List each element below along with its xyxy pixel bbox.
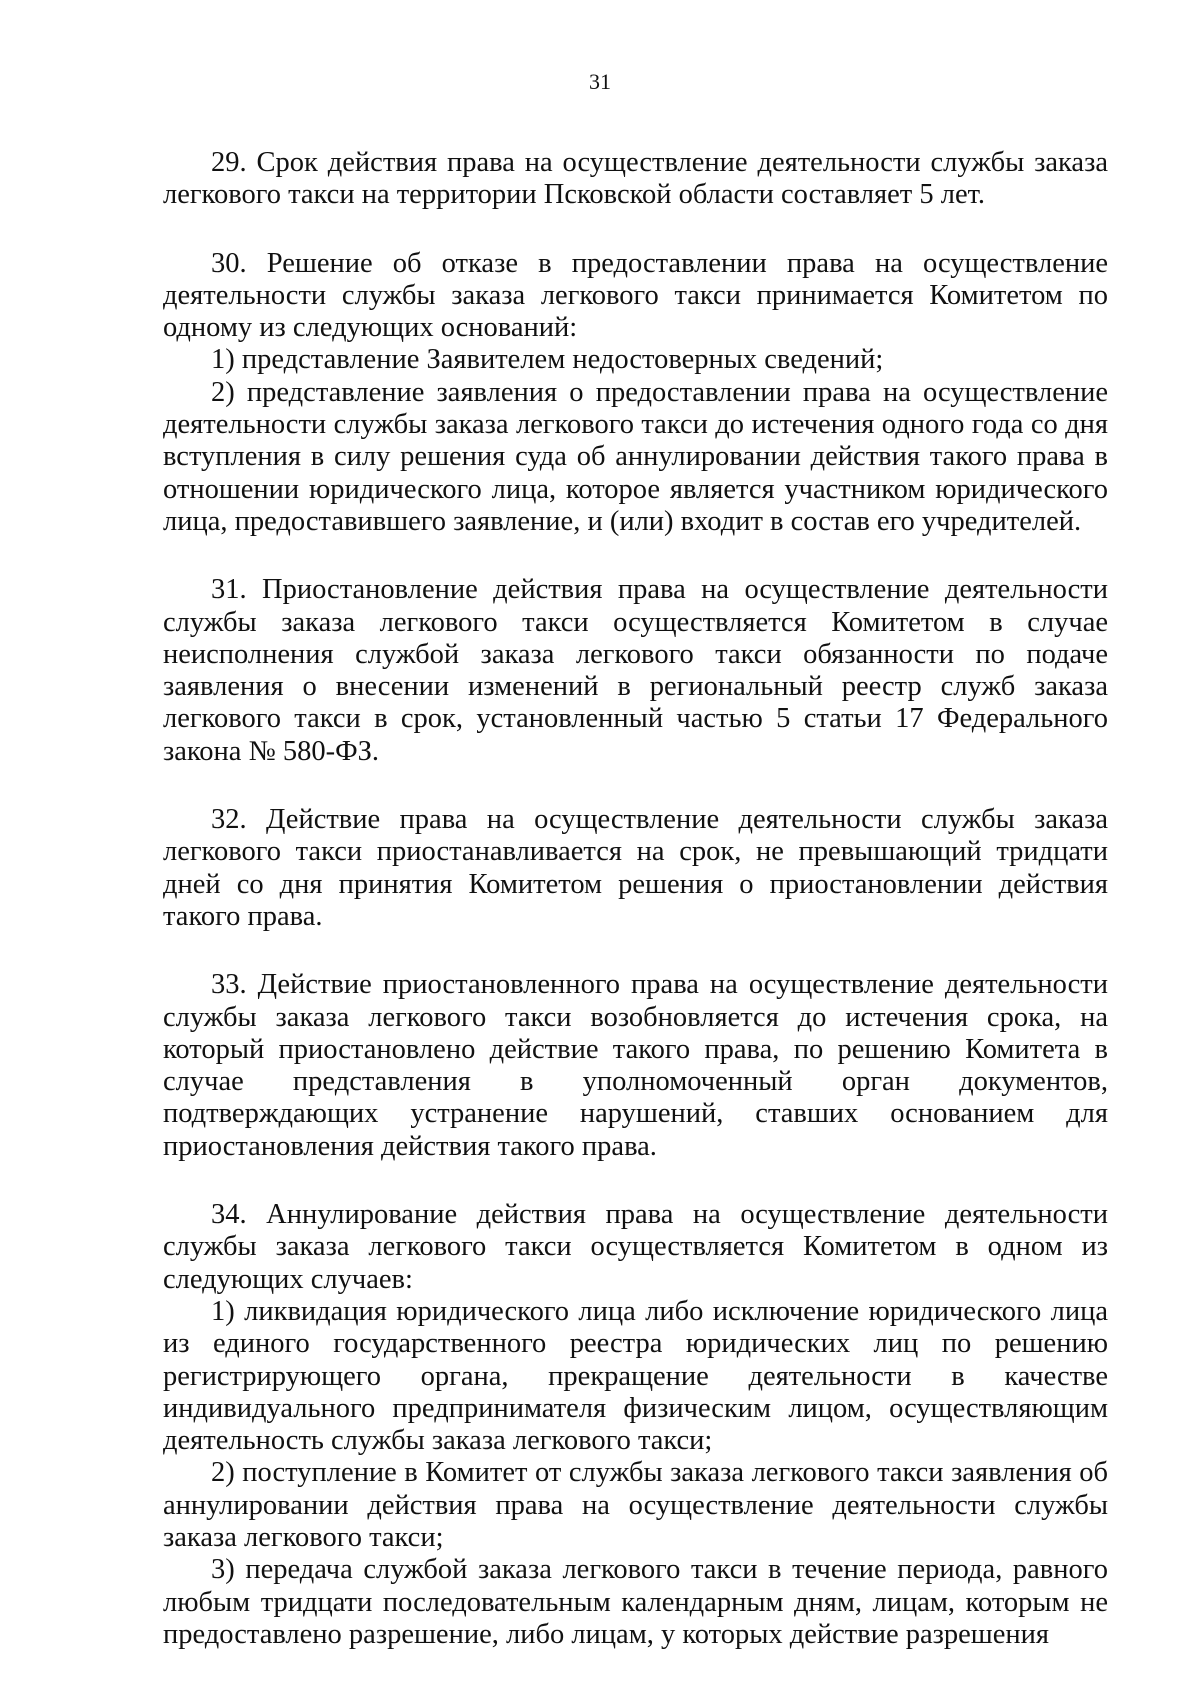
paragraph-30-item-1: 1) представление Заявителем недостоверных сведений; [211, 344, 884, 376]
paragraph-30: 30. Решение об отказе в предоставлении права на осуществление деятельности службы заказа легкового такси принимается Комитетом по одному из следующих оснований: [163, 247, 1108, 344]
paragraph-29: 29. Срок действия права на осуществление деятельности службы заказа легкового такси на территории Псковской области составляет 5 лет. [163, 147, 1108, 211]
paragraph-34-item-1: 1) ликвидация юридического лица либо исключение юридического лица из единого государственного реестра юридических лиц по решению регистрирующего органа, прекращение деятельности в качестве индивидуального предпринимателя физическим лицом, осуществляющим деятельность службы заказа легкового такси; [163, 1295, 1108, 1457]
paragraph-34-item-2: 2) поступление в Комитет от службы заказа легкового такси заявления об аннулировании действия права на осуществление деятельности службы заказа легкового такси; [163, 1457, 1108, 1553]
paragraph-30-item-2: 2) представление заявления о предоставлении права на осуществление деятельности службы заказа легкового такси до истечения одного года со дня вступления в силу решения суда об аннулировании действия такого права в отношении юридического лица, которое является участником юридического лица, предоставившего заявление, и (или) входит в состав его учредителей. [163, 376, 1108, 537]
paragraph-32: 32. Действие права на осуществление деятельности службы заказа легкового такси приостанавливается на срок, не превышающий тридцати дней со дня принятия Комитетом решения о приостановлении действия такого права. [163, 804, 1108, 932]
page-number: 31 [589, 69, 611, 94]
paragraph-34: 34. Аннулирование действия права на осуществление деятельности службы заказа легкового такси осуществляется Комитетом в одном из следующих случаев: [163, 1199, 1108, 1295]
paragraph-31: 31. Приостановление действия права на осуществление деятельности службы заказа легкового такси осуществляется Комитетом в случае неисполнения службой заказа легкового такси обязанности по подаче заявления о внесении изменений в региональный реестр служб заказа легкового такси в срок, установленный частью 5 статьи 17 Федерального закона № 580-ФЗ. [163, 574, 1108, 767]
paragraph-33: 33. Действие приостановленного права на осуществление деятельности службы заказа легкового такси возобновляется до истечения срока, на который приостановлено действие такого права, по решению Комитета в случае представления в уполномоченный орган документов, подтверждающих устранение нарушений, ставших основанием для приостановления действия такого права. [163, 969, 1108, 1162]
paragraph-34-item-3: 3) передача службой заказа легкового такси в течение периода, равного любым тридцати последовательным календарным дням, лицам, которым не предоставлено разрешение, либо лицам, у которых действие разрешения [163, 1554, 1108, 1650]
document-body [163, 147, 1108, 1651]
